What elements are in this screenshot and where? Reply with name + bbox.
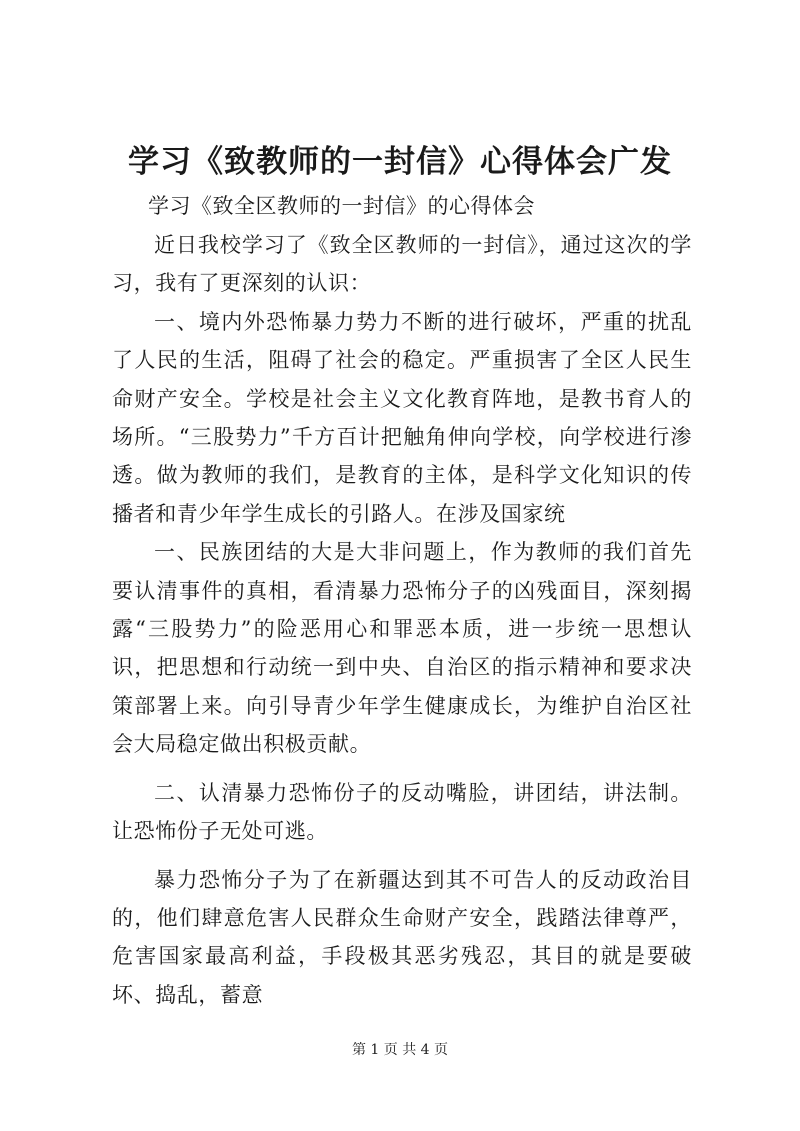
document-title: 学习《致教师的一封信》心得体会广发: [128, 144, 672, 180]
document-body: [112, 226, 692, 1014]
document-subtitle: 学习《致全区教师的一封信》的心得体会: [148, 194, 535, 218]
paragraph-1: 一、境内外恐怖暴力势力不断的进行破坏，严重的扰乱了人民的生活，阻碍了社会的稳定。严重损害了全区人民生命财产安全。学校是社会主义文化教育阵地，是教书育人的场所。“三股势力”千方百计把触角伸向学校，向学校进行渗透。做为教师的我们，是教育的主体，是科学文化知识的传播者和青少年学生成长的引路人。在涉及国家统: [112, 309, 692, 526]
paragraph-4: 暴力恐怖分子为了在新疆达到其不可告人的反动政治目的，他们肆意危害人民群众生命财产安全，践踏法律尊严，危害国家最高利益，手段极其恶劣残忍，其目的就是要破坏、捣乱，蓄意: [112, 867, 692, 1007]
paragraph-2: 一、民族团结的大是大非问题上，作为教师的我们首先要认清事件的真相，看清暴力恐怖分子的凶残面目，深刻揭露“三股势力”的险恶用心和罪恶本质，进一步统一思想认识，把思想和行动统一到中央、自治区的指示精神和要求决策部署上来。向引导青少年学生健康成长，为维护自治区社会大局稳定做出积极贡献。: [112, 540, 692, 757]
page-number-footer: 第 1 页 共 4 页: [351, 1042, 449, 1058]
paragraph-intro: 近日我校学习了《致全区教师的一封信》，通过这次的学习，我有了更深刻的认识：: [112, 233, 692, 296]
paragraph-3: 二、认清暴力恐怖份子的反动嘴脸，讲团结，讲法制。让恐怖份子无处可逃。: [112, 780, 692, 844]
